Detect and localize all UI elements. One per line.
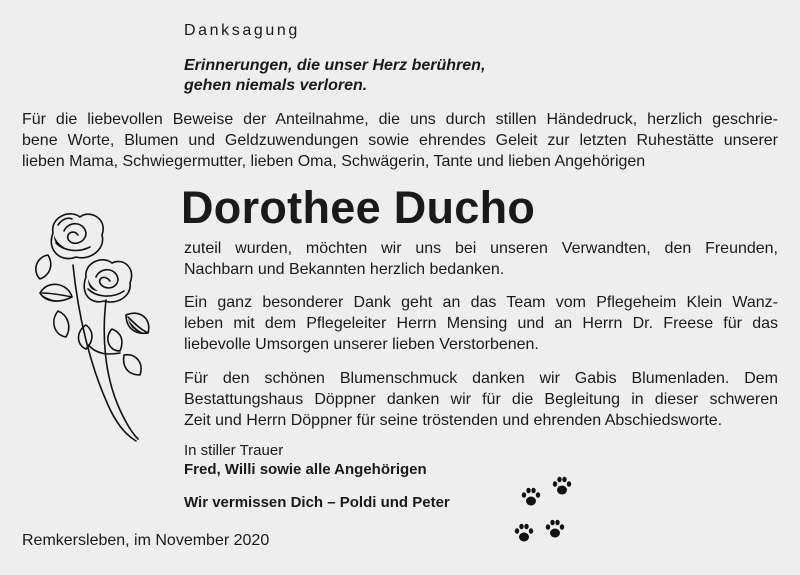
- paragraph2-line-1: Ein ganz besonderer Dank geht an das Team vom Pflegeheim Klein Wanz-: [184, 294, 778, 311]
- paw-print-icon: [513, 522, 535, 544]
- signature-intro: In stiller Trauer: [184, 442, 284, 459]
- motto-line-1: Erinnerungen, die unser Herz berühren,: [184, 57, 486, 74]
- signature-names: Fred, Willi sowie alle Angehörigen: [184, 461, 427, 478]
- deceased-name: Dorothee Ducho: [181, 182, 536, 233]
- paragraph3-line-1: Für den schönen Blumenschmuck danken wir Gabis Blumenladen. Dem: [184, 370, 778, 387]
- motto: [184, 56, 485, 96]
- intro-text: [22, 109, 778, 172]
- paragraph-thanks-care-home: [184, 292, 778, 355]
- place-date: Remkersleben, im November 2020: [22, 532, 270, 549]
- intro-line-3: lieben Mama, Schwiegermutter, lieben Oma, Schwägerin, Tante und lieben Angehörigen: [22, 153, 646, 170]
- paragraph3-line-3: Zeit und Herrn Döppner für seine tröstenden und ehrenden Abschiedsworte.: [184, 412, 723, 429]
- paragraph2-line-2: leben mit dem Pflegeleiter Herrn Mensing und an Herrn Dr. Freese für das: [184, 315, 778, 332]
- paragraph-thanks-funeral: [184, 368, 778, 431]
- intro-line-1: Für die liebevollen Beweise der Anteilnahme, die uns durch stillen Händedruck, herzlich geschrie-: [22, 111, 778, 128]
- paragraph1-line-1: zuteil wurden, möchten wir uns bei unseren Verwandten, den Freunden,: [184, 240, 778, 257]
- motto-line-2: gehen niemals verloren.: [184, 77, 368, 94]
- paw-print-icon: [520, 486, 542, 508]
- heading-danksagung: Danksagung: [184, 22, 300, 39]
- paragraph1-line-2: Nachbarn und Bekannten herzlich bedanken.: [184, 261, 505, 278]
- paragraph3-line-2: Bestattungshaus Döppner danken wir für die Begleitung in dieser schweren: [184, 391, 778, 408]
- signature-pets: Wir vermissen Dich – Poldi und Peter: [184, 494, 450, 511]
- paragraph-thanks-relatives: [184, 238, 778, 280]
- paw-print-icon: [544, 518, 566, 540]
- paw-print-icon: [551, 475, 573, 497]
- intro-line-2: bene Worte, Blumen und Geldzuwendungen sowie ehrendes Geleit zur letzten Ruhestätte unserer: [22, 132, 778, 149]
- roses-illustration: [28, 205, 158, 445]
- paragraph2-line-3: liebevolle Umsorgen unserer lieben Verstorbenen.: [184, 336, 539, 353]
